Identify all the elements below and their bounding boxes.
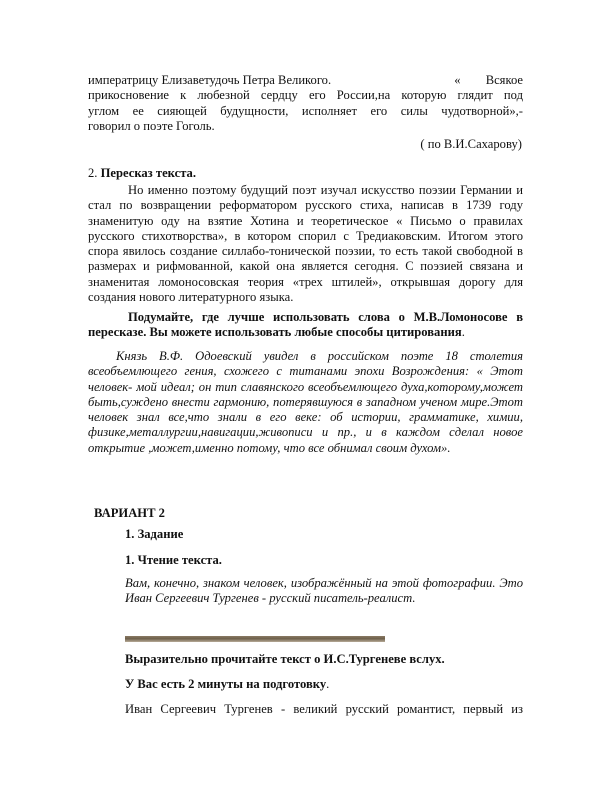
photo-caption: Вам, конечно, знаком человек, изображённый на этой фотографии. Это Иван Сергеевич Тургенев - русский писатель-реалист.: [125, 576, 523, 606]
turgenev-photo: [125, 636, 385, 642]
reading-heading: 1. Чтение текста.: [125, 553, 222, 567]
quote-line-3: углом ее сияющей будущности, исполняет его силы чудотворной»,-: [88, 103, 523, 118]
section-2-title: Пересказ текста.: [100, 166, 196, 180]
section-2-number: 2.: [88, 166, 101, 180]
task-heading: 1. Задание: [125, 527, 184, 541]
quote-attribution: ( по В.И.Сахарову): [420, 137, 522, 151]
quote-line-1-left: императрицу Елизаветудочь Петра Великого.: [88, 73, 332, 87]
instruction-period: .: [461, 325, 465, 340]
quote-line-1-right: « Всякое: [454, 73, 523, 87]
turgenev-body-start: Иван Сергеевич Тургенев - великий русский романтист, первый из: [125, 702, 523, 716]
instruction-text: Подумайте, где лучше использовать слова о М.В.Ломоносове в пересказе. Вы можете использовать любые способы цитирования: [88, 310, 523, 340]
prep-time-text: У Вас есть 2 минуты на подготовку: [125, 677, 327, 691]
section-2-heading: [88, 166, 523, 181]
read-aloud-instruction: Выразительно прочитайте текст о И.С.Тургеневе вслух.: [125, 652, 445, 666]
quote-line-2: прикосновение к любезной сердцу его России,на которую глядит под: [88, 88, 523, 103]
quote-line-4: говорил о поэте Гоголь.: [88, 118, 215, 133]
section-2-paragraph: Но именно поэтому будущий поэт изучал искусство поэзии Германии и стал по возвращении реформатором русского стиха, написав в 1739 году знаменитую оду на взятие Хотина и теоретическое « Письмо о правилах русского стихотворства», в котором спорил с Тредиаковским. Итогом этого спора явилось создание силлабо-тонической поэзии, то есть такой свободной в размерах и рифмованной, какой она является сегодня. С поэзией связана и знаменитая ломоносовская теория «трех штилей», открывшая дорогу для создания нового литературного языка.: [88, 183, 523, 305]
quote-block: [88, 73, 523, 134]
odoevsky-quote: Князь В.Ф. Одоевский увидел в российском поэте 18 столетия всеобъемлющего гения, схожего с титанами эпохи Возрождения: « Этот человек- мой идеал; он тип славянского всеобъемлющего духа,которому,может быть,суждено внести гармонию, потерявшуюся в западном ученом мире.Этот человек знал все,что знали в его веке: об истории, грамматике, химии, физике,металлургии,навигации,живописи и пр., и в каждом сделал новое открытие ,может,именно потому, что все обнимал своим духом».: [88, 349, 523, 455]
variant-2-title: ВАРИАНТ 2: [94, 506, 165, 520]
prep-time-period: .: [326, 677, 330, 691]
quote-line-1: [88, 73, 523, 88]
prep-time: [125, 677, 329, 692]
section-2-instruction: [88, 310, 523, 341]
